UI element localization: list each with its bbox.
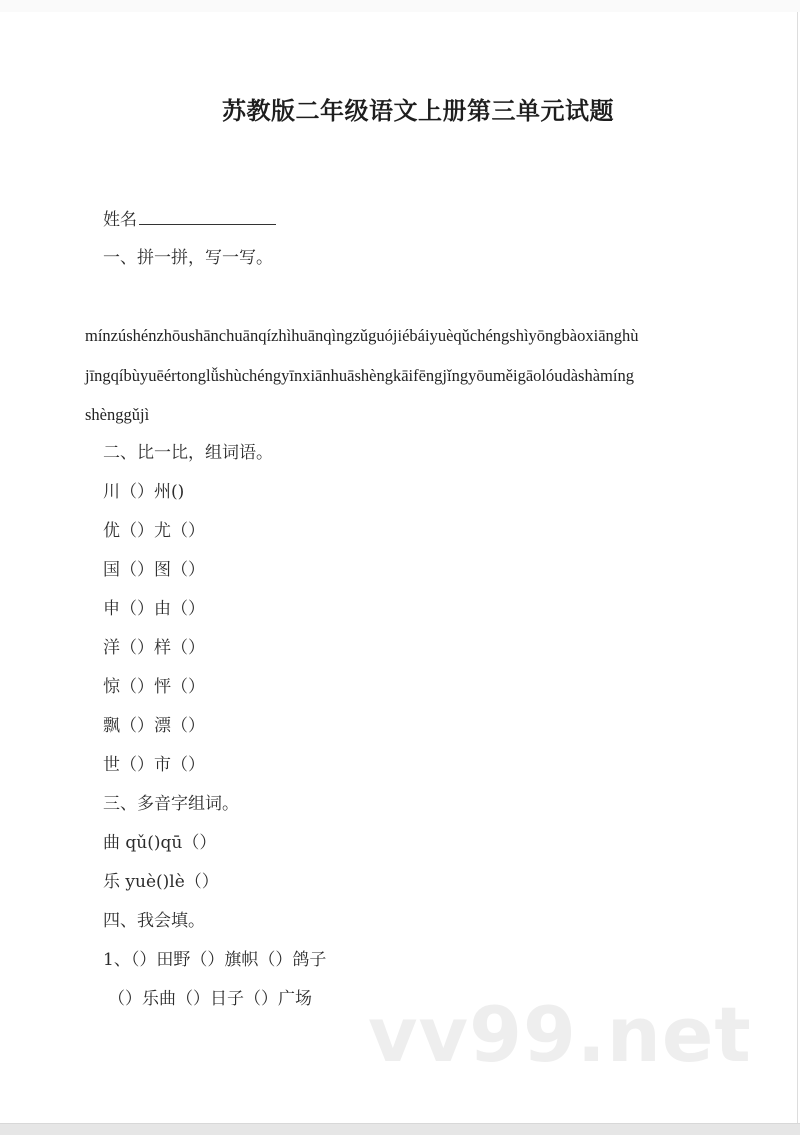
name-field: [103, 208, 276, 231]
watermark-text: vv99.net: [368, 990, 752, 1079]
compare-pair-8: 世（）市（）: [103, 755, 205, 775]
document-title: 苏教版二年级语文上册第三单元试题: [222, 97, 614, 125]
name-label: 姓名: [103, 210, 137, 230]
pinyin-line-1: mínzúshénzhōushānchuānqízhìhuānqìngzǔguójiébáiyuèqǔchéngshìyōngbàoxiānghù: [85, 326, 639, 345]
compare-pair-7: 飘（）漂（）: [103, 716, 205, 736]
pinyin-line-3: shènggǔjì: [85, 405, 150, 424]
polyphone-item-2: 乐 yuè()lè（）: [103, 872, 219, 892]
section-3-heading: 三、多音字组词。: [103, 794, 239, 814]
compare-pair-5: 洋（）样（）: [103, 638, 205, 658]
compare-pair-3: 国（）图（）: [103, 560, 205, 580]
name-blank-underline[interactable]: [139, 208, 276, 225]
polyphone-item-1: 曲 qǔ()qū（）: [103, 833, 217, 853]
top-margin-strip: [0, 0, 800, 12]
section-1-heading: 一、拼一拼，写一写。: [103, 248, 273, 268]
compare-pair-1: 川（）州(): [103, 482, 185, 502]
section-2-heading: 二、比一比，组词语。: [103, 443, 273, 463]
bottom-page-edge: [0, 1123, 800, 1135]
section-4-heading: 四、我会填。: [103, 911, 205, 931]
fill-line-1: 1、（）田野（）旗帜（）鸽子: [103, 950, 327, 970]
pinyin-line-2: jīngqíbùyuēértonglǚshùchéngyīnxiānhuāshèngkāifēngjǐngyōuměigāolóudàshàmíng: [85, 366, 634, 385]
fill-line-2: （）乐曲（）日子（）广场: [108, 989, 312, 1009]
compare-pair-4: 申（）由（）: [103, 599, 205, 619]
compare-pair-2: 优（）尤（）: [103, 521, 205, 541]
compare-pair-6: 惊（）怦（）: [103, 677, 205, 697]
